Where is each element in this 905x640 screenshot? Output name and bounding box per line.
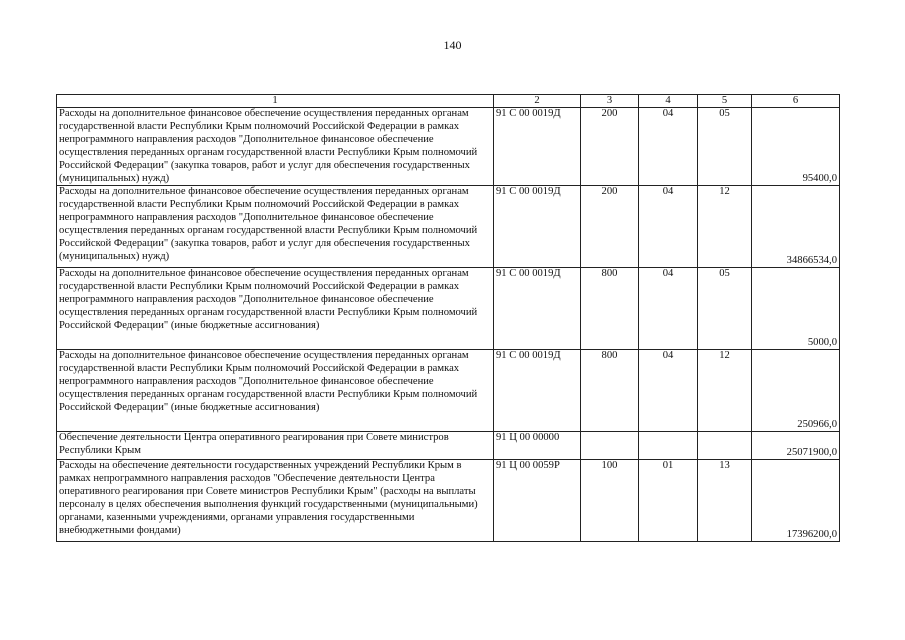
table-row <box>57 186 840 268</box>
row-expense-type <box>581 432 639 460</box>
row-section <box>639 432 698 460</box>
row-description: Расходы на дополнительное финансовое обеспечение осуществления переданных органам государственной власти Республики Крым полномочий Российской Федерации в рамках непрограммного направления расходов "Дополнительное финансовое обеспечение осуществления переданных органам государственной власти Республики Крым полномочий Российской Федерации" (иные бюджетные ассигнования) <box>57 350 494 432</box>
column-header: 3 <box>581 95 639 108</box>
row-section: 04 <box>639 186 698 268</box>
table-row <box>57 432 840 460</box>
row-description: Расходы на дополнительное финансовое обеспечение осуществления переданных органам государственной власти Республики Крым полномочий Российской Федерации в рамках непрограммного направления расходов "Дополнительное финансовое обеспечение осуществления переданных органам государственной власти Республики Крым полномочий Российской Федерации" (закупка товаров, работ и услуг для обеспечения государственных (муниципальных) нужд) <box>57 186 494 268</box>
table-row <box>57 268 840 350</box>
row-expense-type: 200 <box>581 186 639 268</box>
column-header: 2 <box>494 95 581 108</box>
row-description: Расходы на дополнительное финансовое обеспечение осуществления переданных органам государственной власти Республики Крым полномочий Российской Федерации в рамках непрограммного направления расходов "Дополнительное финансовое обеспечение осуществления переданных органам государственной власти Республики Крым полномочий Российской Федерации" (закупка товаров, работ и услуг для обеспечения государственных (муниципальных) нужд) <box>57 108 494 186</box>
header-row <box>57 95 840 108</box>
row-code: 91 С 00 0019Д <box>494 268 581 350</box>
row-amount: 17396200,0 <box>752 460 840 542</box>
row-section: 04 <box>639 268 698 350</box>
row-code: 91 С 00 0019Д <box>494 350 581 432</box>
row-description: Расходы на дополнительное финансовое обеспечение осуществления переданных органам государственной власти Республики Крым полномочий Российской Федерации в рамках непрограммного направления расходов "Дополнительное финансовое обеспечение осуществления переданных органам государственной власти Республики Крым полномочий Российской Федерации" (иные бюджетные ассигнования) <box>57 268 494 350</box>
row-section: 01 <box>639 460 698 542</box>
page-number: 140 <box>443 38 462 52</box>
row-subsection <box>698 432 752 460</box>
budget-table <box>56 94 840 542</box>
row-amount: 25071900,0 <box>752 432 840 460</box>
row-subsection: 12 <box>698 350 752 432</box>
row-expense-type: 100 <box>581 460 639 542</box>
column-header: 1 <box>57 95 494 108</box>
row-code: 91 Ц 00 0059Р <box>494 460 581 542</box>
row-expense-type: 200 <box>581 108 639 186</box>
table-row <box>57 108 840 186</box>
column-header: 4 <box>639 95 698 108</box>
row-description: Обеспечение деятельности Центра оперативного реагирования при Совете министров Республики Крым <box>57 432 494 460</box>
column-header: 6 <box>752 95 840 108</box>
row-code: 91 С 00 0019Д <box>494 108 581 186</box>
row-code: 91 Ц 00 00000 <box>494 432 581 460</box>
table-row <box>57 460 840 542</box>
row-amount: 34866534,0 <box>752 186 840 268</box>
row-code: 91 С 00 0019Д <box>494 186 581 268</box>
row-subsection: 13 <box>698 460 752 542</box>
row-section: 04 <box>639 108 698 186</box>
column-header: 5 <box>698 95 752 108</box>
row-amount: 5000,0 <box>752 268 840 350</box>
table-row <box>57 350 840 432</box>
row-subsection: 12 <box>698 186 752 268</box>
row-amount: 95400,0 <box>752 108 840 186</box>
row-expense-type: 800 <box>581 350 639 432</box>
row-subsection: 05 <box>698 108 752 186</box>
row-section: 04 <box>639 350 698 432</box>
row-description: Расходы на обеспечение деятельности государственных учреждений Республики Крым в рамках непрограммного направления расходов "Обеспечение деятельности Центра оперативного реагирования при Совете министров Республики Крым" (расходы на выплаты персоналу в целях обеспечения выполнения функций государственными (муниципальными) органами, казенными учреждениями, органами управления государственными внебюджетными фондами) <box>57 460 494 542</box>
row-expense-type: 800 <box>581 268 639 350</box>
row-subsection: 05 <box>698 268 752 350</box>
row-amount: 250966,0 <box>752 350 840 432</box>
